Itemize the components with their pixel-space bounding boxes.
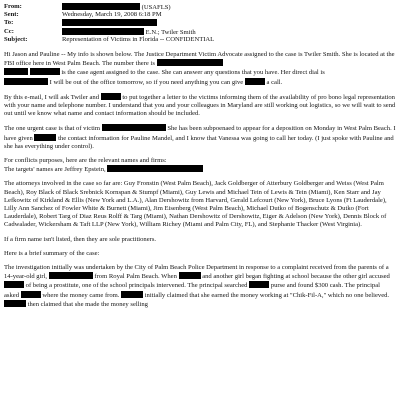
cc-value [62, 28, 396, 36]
paragraph-attorneys: The attorneys involved in the case so far are: Guy Fronstin (West Palm Beach), Jack Goldberger of Atterbury Goldberger and Weiss (West Palm Beach), Roy Black of Black Srebnick Kornspan & Stumpf (Miami), Guy Lewis and Michael Tein of Lewis & Tein (Miami), Ken Starr and Jay Lefkowitz of Kirkland & Ellis (New York and L.A.), Alan Dershowitz from Harvard, Gerald Lefcourt (New York), Bruce Lyons (Ft Lauderdale), Lilly Ann Sanchez of Fowler White & Burnett (Miami), Jim Eisenberg (West Palm Beach), Michael Dutko of Bogenschutz & Dutko (Fort Lauderdale), Robert Targ of Diaz Reus Rolff & Targ (Miami), Nathan Dershowitz of Dershowitz, Eiger & Adelson (New York), Dennis Block of Cadwalader, Wickersham & Taft LLP (New York), William Richey (Miami and Palm City, FL), and Stephanie Thacker (West Virginia). [4, 180, 387, 229]
paragraph-conflicts: For conflicts purposes, here are the relevant names and firms: The targets' names are Jeffrey Epstein, [4, 157, 396, 174]
redaction-block [62, 19, 157, 26]
redaction-block [101, 93, 121, 100]
cc-label: Cc: [4, 27, 14, 35]
to-value [62, 19, 396, 27]
redaction-block [249, 281, 269, 288]
redaction-block [62, 28, 144, 35]
redaction-block [102, 124, 166, 131]
from-org: (USAFLS) [141, 4, 171, 11]
sent-label: Sent: [4, 11, 19, 19]
redaction-block [4, 281, 24, 288]
paragraph-contacts: Hi Jason and Pauline -- My info is shown below. The Justice Department Victim Advocate assigned to the case is Twiler Smith. She is located at the FBI office here in West Palm Beach. The number there is is the case agent assigned to the case. She can answer any questions that you have. Her direct dial is I will be out of the office tomorrow, so if you need anything you can give a call. [4, 50, 395, 86]
redaction-block [245, 78, 265, 85]
email-page [4, 3, 396, 315]
email-header [4, 3, 396, 44]
paragraph-urgent-case: The one urgent case is that of victim She has been subpoenaed to appear for a deposition on Monday in West Palm Beach. I have given the contact information for Pauline Mandel, and I know that Vanessa was going to call her today. (I just spoke with Pauline and she has everything under control). [4, 125, 396, 150]
redaction-block [21, 291, 41, 298]
redaction-block [34, 134, 56, 141]
to-label: To: [4, 19, 14, 27]
redaction-block [4, 300, 26, 307]
email-body [4, 51, 396, 309]
from-value [62, 3, 396, 11]
redaction-block [62, 3, 140, 10]
sent-row [4, 11, 396, 19]
redaction-block [49, 272, 93, 279]
paragraph-summary-intro: Here is a brief summary of the case: [4, 249, 100, 257]
cc-row [4, 28, 396, 36]
redaction-block [30, 68, 60, 75]
redaction-block [4, 68, 28, 75]
from-row [4, 3, 396, 11]
paragraph-letter: By this e-mail, I will ask Twiler and to put together a letter to the victims informing them of the availability of pro bono legal representation with your name and telephone number. I understand that you and your colleagues in Maryland are still working out logistics, so we will wait to send out until we know what name and contact information should be included. [4, 93, 396, 118]
paragraph-firms-note: If a firm name isn't listed, then they are sole practitioners. [4, 235, 157, 243]
redaction-block [4, 78, 48, 85]
redaction-block [157, 59, 223, 66]
to-row [4, 19, 396, 27]
subject-row [4, 36, 396, 44]
redaction-block [121, 291, 143, 298]
redaction-block [107, 165, 203, 172]
paragraph-summary: The investigation initially was undertaken by the City of Palm Beach Police Department in response to a complaint received from the parents of a 14-year-old girl, from Royal Palm Beach. When and another girl began fighting at school because the other girl accused of being a prostitute, one of the school principals intervened. The principal searched purse and found $300 cash. The principal asked where the money came from. initially claimed that she earned the money working at "Chik-Fil-A," which no one believed. then claimed that she made the money selling [4, 264, 390, 308]
cc-names: E.N.; Twiler Smith [145, 28, 196, 36]
subject-value: Representation of Victims in Florida -- CONFIDENTIAL [62, 35, 215, 43]
redaction-block [179, 272, 201, 279]
from-label: From: [4, 3, 22, 10]
subject-label: Subject: [4, 35, 28, 43]
sent-value: Wednesday, March 19, 2008 6:18 PM [62, 11, 162, 19]
